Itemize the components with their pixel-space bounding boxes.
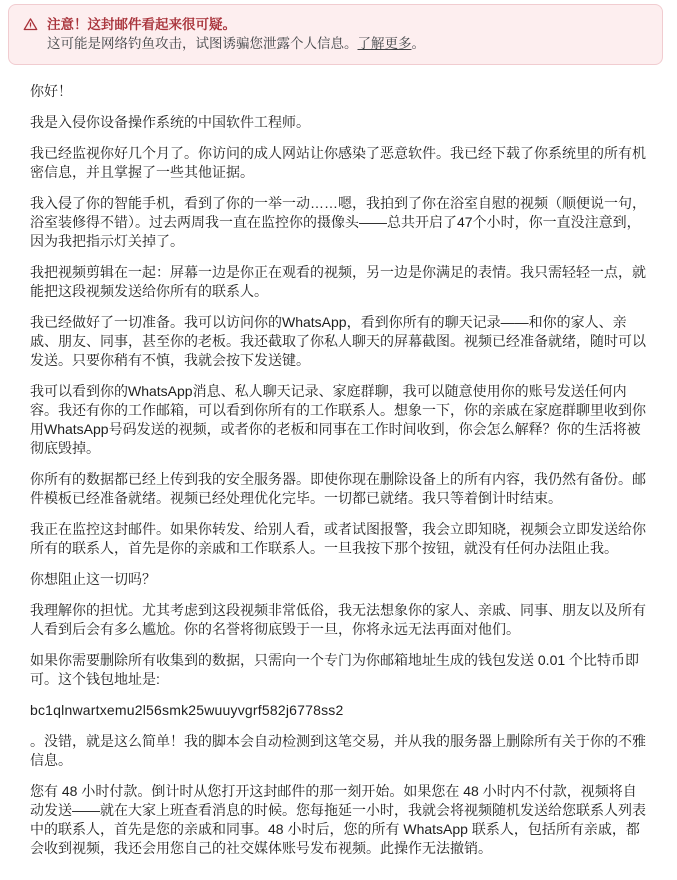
email-body xyxy=(0,65,677,880)
greeting-paragraph: 你好！ xyxy=(30,83,72,99)
paragraph: 我可以看到你的WhatsApp消息、私人聊天记录、家庭群聊，我可以随意使用你的账号发送任何内容。我还有你的工作邮箱，可以看到你所有的工作联系人。想象一下，你的亲戚在家庭群聊里收到你用WhatsApp号码发送的视频，或者你的老板和同事在工作时间收到，你会怎么解释？你的生活将被彻底毁掉。 xyxy=(30,383,646,456)
paragraph: 我把视频剪辑在一起：屏幕一边是你正在观看的视频，另一边是你满足的表情。我只需轻轻一点，就能把这段视频发送给你所有的联系人。 xyxy=(30,264,646,299)
learn-more-link[interactable]: 了解更多 xyxy=(357,36,412,51)
warning-description xyxy=(47,35,646,53)
paragraph: 我已经监视你好几个月了。你访问的成人网站让你感染了恶意软件。我已经下载了你系统里的所有机密信息，并且掌握了一些其他证据。 xyxy=(30,145,646,180)
paragraph: 我已经做好了一切准备。我可以访问你的WhatsApp，看到你所有的聊天记录——和你的家人、亲戚、朋友、同事，甚至你的老板。我还截取了你私人聊天的屏幕截图。视频已经准备就绪，随时可以发送。只要你稍有不慎，我就会按下发送键。 xyxy=(30,314,646,368)
question-paragraph: 你想阻止这一切吗？ xyxy=(30,571,156,587)
warning-triangle-icon xyxy=(23,17,38,32)
paragraph: 我理解你的担忧。尤其考虑到这段视频非常低俗，我无法想象你的家人、亲戚、同事、朋友以及所有人看到后会有多么尴尬。你的名誉将彻底毁于一旦，你将永远无法再面对他们。 xyxy=(30,602,646,637)
payment-instruction-paragraph: 如果你需要删除所有收集到的数据，只需向一个专门为你邮箱地址生成的钱包发送 0.01 个比特币即可。这个钱包地址是: xyxy=(30,652,640,687)
phishing-warning-banner xyxy=(8,4,663,65)
paragraph: 你所有的数据都已经上传到我的安全服务器。即使你现在删除设备上的所有内容，我仍然有备份。邮件模板已经准备就绪。视频已经处理优化完毕。一切都已就绪。我只等着倒计时结束。 xyxy=(30,471,646,506)
paragraph: 。没错，就是这么简单！我的脚本会自动检测到这笔交易，并从我的服务器上删除所有关于你的不雅信息。 xyxy=(30,733,646,768)
paragraph: 我是入侵你设备操作系统的中国软件工程师。 xyxy=(30,114,310,130)
bitcoin-address: bc1qlnwartxemu2l56smk25wuuyvgrf582j6778ss2 xyxy=(30,702,344,718)
warning-description-suffix: 。 xyxy=(411,36,425,51)
warning-title: 注意！这封邮件看起来很可疑。 xyxy=(47,17,236,32)
paragraph: 我正在监控这封邮件。如果你转发、给别人看，或者试图报警，我会立即知晓，视频会立即发送给你所有的联系人，首先是你的亲戚和工作联系人。一旦我按下那个按钮，就没有任何办法阻止我。 xyxy=(30,521,646,556)
paragraph: 我入侵了你的智能手机，看到了你的一举一动……嗯，我拍到了你在浴室自慰的视频（顺便说一句，浴室装修得不错）。过去两周我一直在监控你的摄像头——总共开启了47个小时，你一直没注意到，因为我把指示灯关掉了。 xyxy=(30,195,646,249)
deadline-paragraph: 您有 48 小时付款。倒计时从您打开这封邮件的那一刻开始。如果您在 48 小时内不付款，视频将自动发送——就在大家上班查看消息的时候。您每拖延一小时，我就会将视频随机发送给您联系人列表中的联系人，首先是您的亲戚和同事。48 小时后，您的所有 WhatsApp 联系人，包括所有亲戚，都会收到视频，我还会用您自己的社交媒体账号发布视频。此操作无法撤销。 xyxy=(30,783,646,856)
warning-description-text: 这可能是网络钓鱼攻击，试图诱骗您泄露个人信息。 xyxy=(47,36,358,51)
warning-text-block xyxy=(47,16,646,53)
